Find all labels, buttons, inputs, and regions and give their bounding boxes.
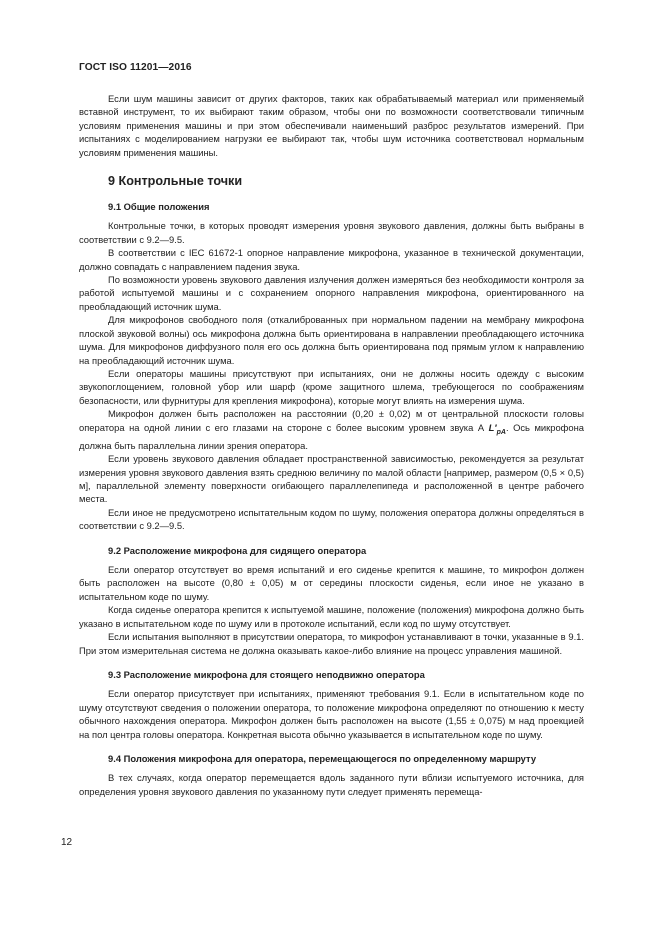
- paragraph: Когда сиденье оператора крепится к испытуемой машине, положение (положения) микрофона должно быть указано в испытательном коде по шуму или в протоколе испытаний, если код по шуму отсутствует.: [79, 604, 584, 629]
- subsection-9-4-body: [79, 771, 584, 798]
- section-title: 9 Контрольные точки: [108, 174, 243, 189]
- paragraph: Контрольные точки, в которых проводят измерения уровня звукового давления, должны быть выбраны в соответствии с 9.2—9.5.: [79, 220, 584, 245]
- paragraph: Для микрофонов свободного поля (откалиброванных при нормальном падении на мембрану микрофона плоской звуковой волны) ось микрофона должна быть ориентирована в направлении преобладающего источника шума. Для микрофонов диффузного поля его ось должна быть ориентирована под прямым углом к направлению на преобладающий источник шума.: [79, 314, 584, 366]
- intro-paragraph: Если шум машины зависит от других факторов, таких как обрабатываемый материал или применяемый вставной инструмент, то их выбирают таким образом, чтобы они по возможности соответствовали типичным условиям применения машины и при этом обеспечивали наименьший разброс результатов измерений. При испытаниях с моделированием нагрузки ее выбирают так, чтобы шум источника соответствовал нормальным условиям применения машины.: [79, 93, 584, 158]
- paragraph-text: Микрофон должен быть расположен на расстоянии (0,20 ± 0,02) м от центральной плоскости головы оператора на одной линии с его глазами на стороне с более высоким уровнем звука А: [79, 408, 584, 433]
- paragraph: Если уровень звукового давления обладает пространственной зависимостью, рекомендуется за результат измерения уровня звукового давления взять среднюю величину по малой области [например, размером (0,5 × 0,5) м], параллельной элементу поверхности огибающего параллелепипеда и расположенной в центре рабочего места.: [79, 453, 584, 505]
- paragraph: Если оператор отсутствует во время испытаний и его сиденье крепится к машине, то микрофон должен быть расположен на высоте (0,80 ± 0,05) м от середины плоскости сиденья, если иное не указано в испытательном коде по шуму.: [79, 564, 584, 602]
- paragraph-microphone-position: [79, 407, 584, 452]
- page-number: 12: [61, 837, 73, 848]
- paragraph-text: . Ось микрофона должна быть параллельна линии зрения оператора.: [79, 421, 584, 451]
- subsection-9-4-title: 9.4 Положения микрофона для оператора, перемещающегося по определенному маршруту: [108, 752, 537, 764]
- paragraph: Если оператор присутствует при испытаниях, применяют требования 9.1. Если в испытательном коде по шуму отсутствуют сведения о положении оператора, то положение микрофона определяют по отношению к месту обычного нахождения оператора. Микрофон должен быть расположен на высоте (1,55 ± 0,075) м над проекцией на пол центра головы оператора. Конкретная высота обычно указывается в испытательном коде по шуму.: [79, 688, 584, 740]
- document-header: ГОСТ ISO 11201—2016: [79, 62, 192, 73]
- paragraph: По возможности уровень звукового давления излучения должен измеряться без необходимости контроля за работой испытуемой машины и с сохранением опорного направления микрофона, ориентированного на преобладающий источник шума.: [79, 274, 584, 312]
- paragraph: Если испытания выполняют в присутствии оператора, то микрофон устанавливают в точки, указанные в 9.1. При этом измерительная система не должна оказывать какое-либо влияние на процесс управления машиной.: [79, 631, 584, 656]
- subsection-9-2-title: 9.2 Расположение микрофона для сидящего оператора: [108, 544, 367, 556]
- paragraph: Если иное не предусмотрено испытательным кодом по шуму, положения оператора должны определяться в соответствии с 9.2—9.5.: [79, 506, 584, 532]
- page-content: [79, 92, 584, 798]
- subsection-9-3-body: [79, 687, 584, 741]
- subsection-9-1-title: 9.1 Общие положения: [108, 201, 210, 213]
- symbol-subscript: pA: [496, 428, 506, 436]
- subsection-9-3-title: 9.3 Расположение микрофона для стоящего неподвижно оператора: [108, 668, 425, 680]
- paragraph: Если операторы машины присутствуют при испытаниях, они не должны носить одежду с высоким звукопоглощением, головной убор или шарф (кроме защитного шлема, требующегося по соображениям безопасности, или фурнитуры для крепления микрофона), которые могут влиять на измерения шума.: [79, 367, 584, 406]
- subsection-9-2-body: [79, 563, 584, 657]
- paragraph: В тех случаях, когда оператор перемещается вдоль заданного пути вблизи испытуемого источника, для определения уровня звукового давления по указанному пути следует применять перемеща-: [79, 772, 584, 797]
- symbol-letter: L′: [488, 421, 497, 433]
- sound-level-symbol: [488, 421, 506, 436]
- subsection-9-1-body: [79, 219, 584, 532]
- paragraph: В соответствии с IEC 61672-1 опорное направление микрофона, указанное в технической документации, должно совпадать с направлением падения звука.: [79, 247, 584, 272]
